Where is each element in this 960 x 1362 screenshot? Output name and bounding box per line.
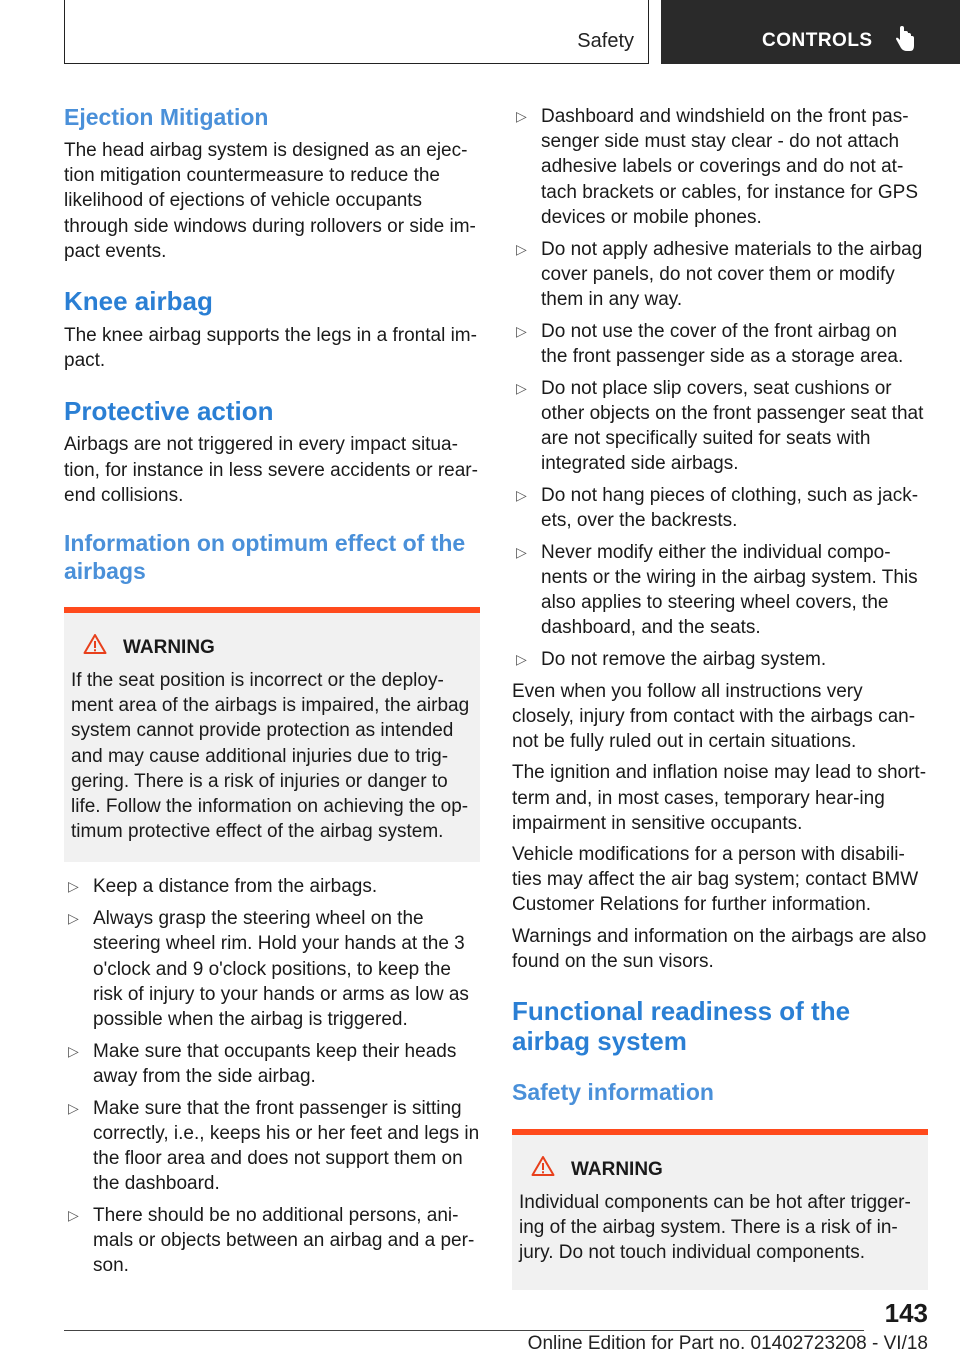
list-item-text: There should be no additional persons, ani-mals or objects between an airbag and a per-son. <box>93 1204 475 1277</box>
warning-title-row <box>71 633 472 662</box>
list-item-text: Keep a distance from the airbags. <box>93 876 378 898</box>
list-item-text: Do not place slip covers, seat cushions or other objects on the front passenger seat that are not specifically suited for seats with integrated side airbags. <box>541 377 924 475</box>
optimum-effect-heading: Information on optimum effect of the airbags <box>64 530 466 585</box>
safety-information-heading: Safety information <box>512 1079 714 1105</box>
left-bullet-list <box>64 874 480 1278</box>
warning-title-row <box>519 1155 920 1184</box>
left-column <box>64 100 480 1285</box>
triangle-bullet-icon: ▷ <box>516 543 527 560</box>
triangle-bullet-icon: ▷ <box>516 651 527 668</box>
right-column <box>512 100 928 1290</box>
list-item <box>64 1039 480 1089</box>
ejection-heading: Ejection Mitigation <box>64 104 269 130</box>
modifications-paragraph: Vehicle modifications for a person with disabili-ties may affect the air bag system; contact BMW Customer Relations for further information. <box>512 843 919 916</box>
knee-airbag-text: The knee airbag supports the legs in a frontal im-pact. <box>64 325 477 372</box>
triangle-bullet-icon: ▷ <box>516 486 527 503</box>
list-item-text: Make sure that occupants keep their heads away from the side airbag. <box>93 1040 457 1087</box>
warning-title: WARNING <box>123 637 215 659</box>
list-item-text: Never modify either the individual compo-nents or the wiring in the airbag system. This also applies to steering wheel covers, the dashboard, and the seats. <box>541 541 918 639</box>
functional-readiness-heading: Functional readiness of the airbag system <box>512 996 851 1056</box>
list-item <box>64 1096 480 1197</box>
header-frame <box>64 0 649 64</box>
warning-text: Individual components can be hot after trigger-ing of the airbag system. There is a risk of in-jury. Do not touch individual components. <box>519 1192 911 1264</box>
noise-paragraph: The ignition and inflation noise may lead to short-term and, in most cases, temporary hear-ing impairment in sensitive occupants. <box>512 762 927 834</box>
triangle-bullet-icon: ▷ <box>516 240 527 257</box>
header-chapter-tab <box>661 0 960 64</box>
footer-divider <box>64 1330 864 1331</box>
sun-visors-paragraph: Warnings and information on the airbags are also found on the sun visors. <box>512 925 927 972</box>
list-item-text: Dashboard and windshield on the front pas-senger side must stay clear - do not attach adhesive labels or coverings and do not at-tach brackets or cables, for instance for GPS devices or mobile phones. <box>541 106 919 228</box>
triangle-bullet-icon: ▷ <box>516 322 527 339</box>
triangle-bullet-icon: ▷ <box>516 379 527 396</box>
triangle-bullet-icon: ▷ <box>68 1099 79 1116</box>
warning-title: WARNING <box>571 1159 663 1180</box>
footer-edition: Online Edition for Part no. 01402723208 - VI/18 <box>527 1333 928 1354</box>
list-item-text: Do not hang pieces of clothing, such as jack-ets, over the backrests. <box>541 484 919 532</box>
list-item-text: Do not apply adhesive materials to the airbag cover panels, do not cover them or modify them in any way. <box>541 238 923 310</box>
header-section-title: Safety <box>577 30 634 52</box>
list-item <box>512 647 928 672</box>
triangle-bullet-icon: ▷ <box>68 910 79 927</box>
list-item <box>64 1203 480 1279</box>
warning-text: If the seat position is incorrect or the deploy-ment area of the airbags is impaired, the airbag system cannot provide protection as intended and may cause additional injuries due to trig-gering. There is a risk of injuries or danger to life. Follow the information on achieving the op-timum protective effect of the airbag system. <box>71 670 470 843</box>
list-item <box>512 540 928 641</box>
warning-box <box>64 607 480 862</box>
right-bullet-list <box>512 104 928 672</box>
protective-action-heading: Protective action <box>64 396 274 427</box>
warning-box <box>512 1129 928 1290</box>
list-item <box>512 483 928 533</box>
list-item <box>64 906 480 1032</box>
page-number: 143 <box>884 1298 928 1328</box>
triangle-bullet-icon: ▷ <box>68 1042 79 1059</box>
header-chapter-label: CONTROLS <box>762 30 873 51</box>
warning-triangle-icon <box>71 633 123 662</box>
warning-triangle-icon <box>519 1155 571 1184</box>
triangle-bullet-icon: ▷ <box>68 878 79 895</box>
list-item <box>512 376 928 477</box>
list-item <box>512 237 928 313</box>
triangle-bullet-icon: ▷ <box>516 108 527 124</box>
list-item-text: Do not use the cover of the front airbag on the front passenger side as a storage area. <box>541 320 904 367</box>
knee-airbag-heading: Knee airbag <box>64 286 213 317</box>
protective-action-text: Airbags are not triggered in every impact situa-tion, for instance in less severe accidents or rear-end collisions. <box>64 434 478 506</box>
ejection-text: The head airbag system is designed as an ejec-tion mitigation countermeasure to reduce the likelihood of ejections of vehicle occupants through side windows during rollovers or side im-pact events. <box>64 140 476 262</box>
list-item <box>512 104 928 230</box>
instructions-paragraph: Even when you follow all instructions very closely, injury from contact with the airbags can-not be fully ruled out in certain situations. <box>512 680 916 753</box>
hand-pointer-icon <box>894 25 916 58</box>
list-item <box>512 319 928 369</box>
list-item-text: Make sure that the front passenger is sitting correctly, i.e., keeps his or her feet and legs in the floor area and does not support them on the dashboard. <box>93 1097 480 1195</box>
list-item-text: Always grasp the steering wheel on the steering wheel rim. Hold your hands at the 3 o'clock and 9 o'clock positions, to keep the risk of injury to your hands or arms as low as possible when the airbag is triggered. <box>93 908 469 1030</box>
triangle-bullet-icon: ▷ <box>68 1206 79 1223</box>
list-item-text: Do not remove the airbag system. <box>541 649 827 671</box>
list-item <box>64 874 480 899</box>
